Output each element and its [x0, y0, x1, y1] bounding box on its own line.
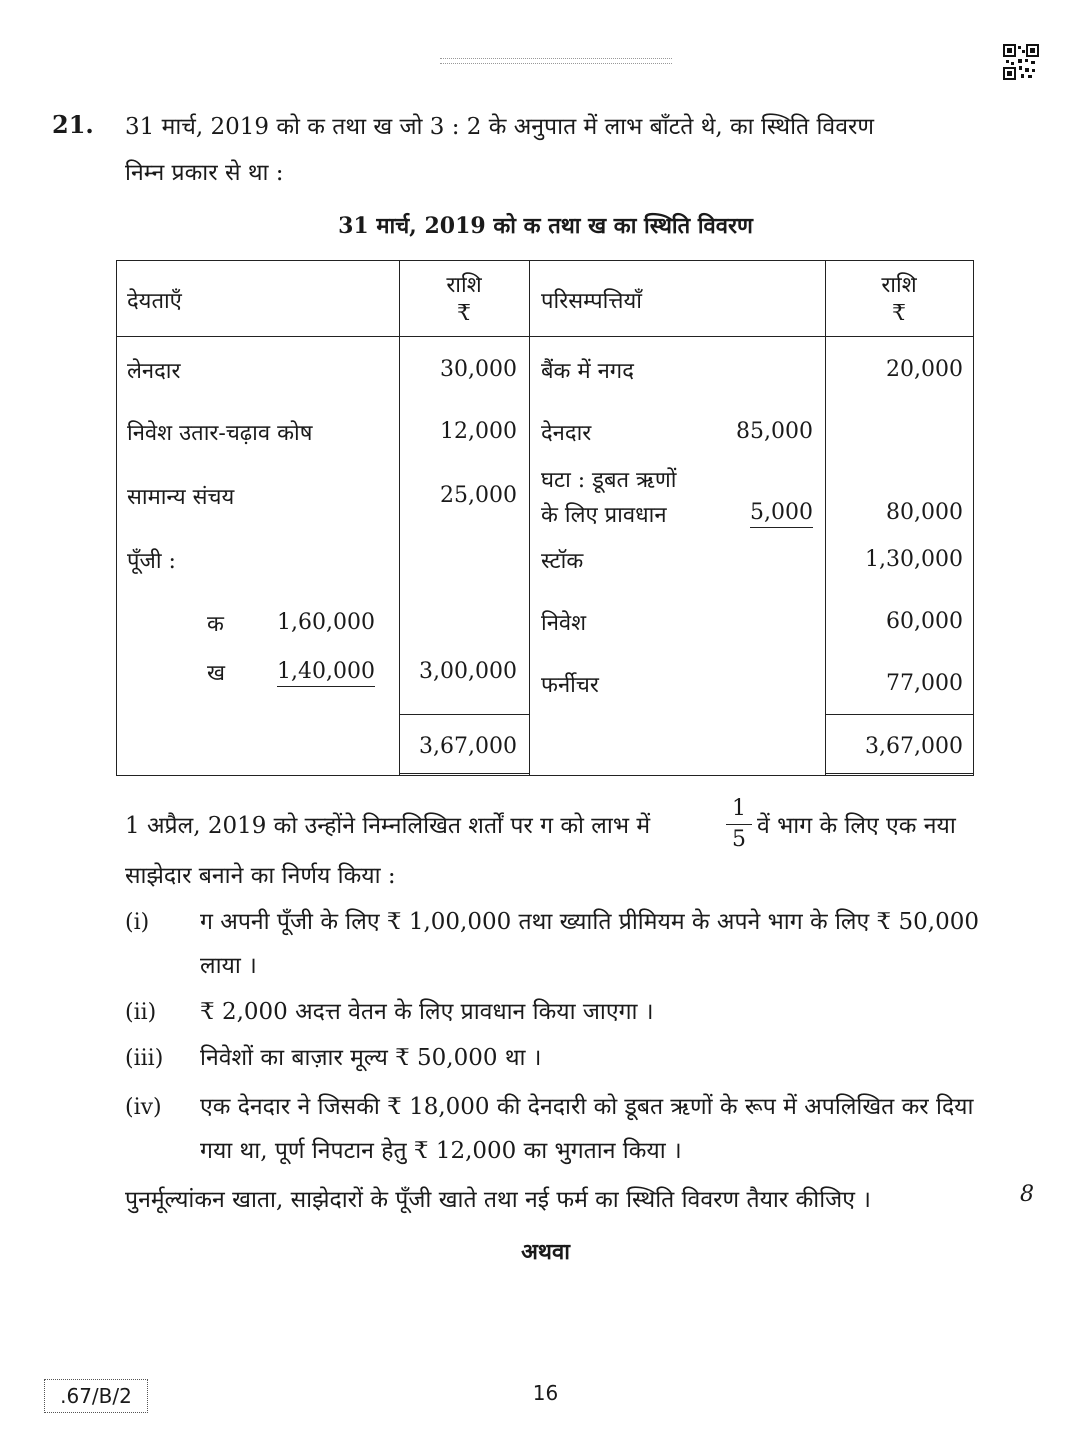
asset-provision-line-1: घटा : डूबत ऋणों: [541, 468, 677, 493]
asset-cash: बैंक में नगद: [541, 359, 634, 384]
asset-stock: स्टॉक: [541, 549, 584, 574]
condition-number: (i): [125, 910, 150, 935]
balance-sheet-table: [116, 260, 974, 776]
asset-stock-value: 1,30,000: [865, 547, 963, 572]
header-amount-right: राशि: [881, 273, 917, 298]
liability-creditors-value: 30,000: [440, 357, 517, 382]
question-number: 21.: [52, 110, 94, 139]
question-line-2: निम्न प्रकार से था :: [125, 160, 284, 186]
asset-cash-value: 20,000: [886, 357, 963, 382]
liability-creditors: लेनदार: [127, 359, 181, 384]
marks: 8: [1020, 1182, 1034, 1207]
capital-kh-value: 1,40,000: [267, 659, 375, 684]
fraction-denominator: 5: [732, 827, 746, 852]
or-text: अथवा: [521, 1239, 570, 1265]
admission-line-1a: 1 अप्रैल, 2019 को उन्होंने निम्नलिखित शर्तों पर ग को लाभ में: [125, 813, 651, 839]
double-line-right: [825, 773, 973, 774]
capital-k-label: क: [207, 612, 224, 637]
asset-investments: निवेश: [541, 611, 587, 636]
condition-text: ग अपनी पूँजी के लिए ₹ 1,00,000 तथा ख्याति प्रीमियम के अपने भाग के लिए ₹ 50,000 लाया ।: [200, 909, 979, 979]
liability-reserve-value: 25,000: [440, 483, 517, 508]
asset-furniture-value: 77,000: [886, 671, 963, 696]
total-line-right: [825, 714, 973, 715]
question-line-1: 31 मार्च, 2019 को क तथा ख जो 3 : 2 के अनुपात में लाभ बाँटते थे, का स्थिति विवरण: [125, 114, 875, 140]
asset-furniture: फर्नीचर: [541, 673, 599, 698]
question-text: [125, 104, 985, 196]
double-line-left: [399, 773, 529, 774]
header-liabilities: देयताएँ: [127, 289, 182, 314]
header-divider: [117, 336, 973, 337]
asset-total: 3,67,000: [865, 734, 963, 759]
condition-number: (iv): [125, 1095, 162, 1120]
header-strip: [440, 58, 672, 64]
header-currency-left: ₹: [457, 301, 471, 326]
capital-kh-label: ख: [207, 661, 225, 686]
paper-code: .67/B/2: [44, 1379, 148, 1413]
asset-debtors-net: 80,000: [886, 500, 963, 525]
condition-number: (ii): [125, 1000, 157, 1025]
asset-provision-value: 5,000: [717, 500, 813, 525]
condition-text: ₹ 2,000 अदत्त वेतन के लिए प्रावधान किया जाएगा ।: [200, 999, 654, 1025]
qr-code-icon: [1003, 44, 1039, 80]
asset-debtors: देनदार: [541, 421, 592, 446]
liability-ifr-value: 12,000: [440, 419, 517, 444]
liability-reserve: सामान्य संचय: [127, 485, 235, 510]
capital-k-value: 1,60,000: [277, 610, 375, 635]
col-divider: [529, 261, 530, 775]
capital-total: 3,00,000: [419, 659, 517, 684]
asset-investments-value: 60,000: [886, 609, 963, 634]
fraction: [726, 796, 752, 853]
total-line-left: [399, 714, 529, 715]
asset-debtors-gross: 85,000: [736, 419, 813, 444]
liability-total: 3,67,000: [419, 734, 517, 759]
admission-line-2: साझेदार बनाने का निर्णय किया :: [125, 863, 396, 889]
fraction-bar: [726, 824, 752, 825]
liability-capital: पूँजी :: [127, 549, 176, 574]
col-divider: [399, 261, 400, 775]
condition-text: एक देनदार ने जिसकी ₹ 18,000 की देनदारी को डूबत ऋणों के रूप में अपलिखित कर दिया गया था, पूर्ण निपटान हेतु ₹ 12,000 का भुगतान किया ।: [200, 1094, 974, 1164]
admission-line-1b: वें भाग के लिए एक नया: [757, 813, 956, 839]
liability-ifr: निवेश उतार-चढ़ाव कोष: [127, 421, 313, 446]
asset-provision-line-2: के लिए प्रावधान: [541, 503, 667, 528]
page-number: 16: [532, 1381, 559, 1405]
header-amount-left: राशि: [446, 273, 482, 298]
balance-sheet-title: 31 मार्च, 2019 को क तथा ख का स्थिति विवरण: [338, 213, 753, 239]
header-currency-right: ₹: [892, 301, 906, 326]
instruction: पुनर्मूल्यांकन खाता, साझेदारों के पूँजी खाते तथा नई फर्म का स्थिति विवरण तैयार कीजिए ।: [125, 1187, 871, 1213]
condition-number: (iii): [125, 1046, 164, 1071]
condition-text: निवेशों का बाज़ार मूल्य ₹ 50,000 था ।: [200, 1045, 542, 1071]
fraction-numerator: 1: [732, 796, 746, 821]
header-assets: परिसम्पत्तियाँ: [541, 289, 642, 314]
